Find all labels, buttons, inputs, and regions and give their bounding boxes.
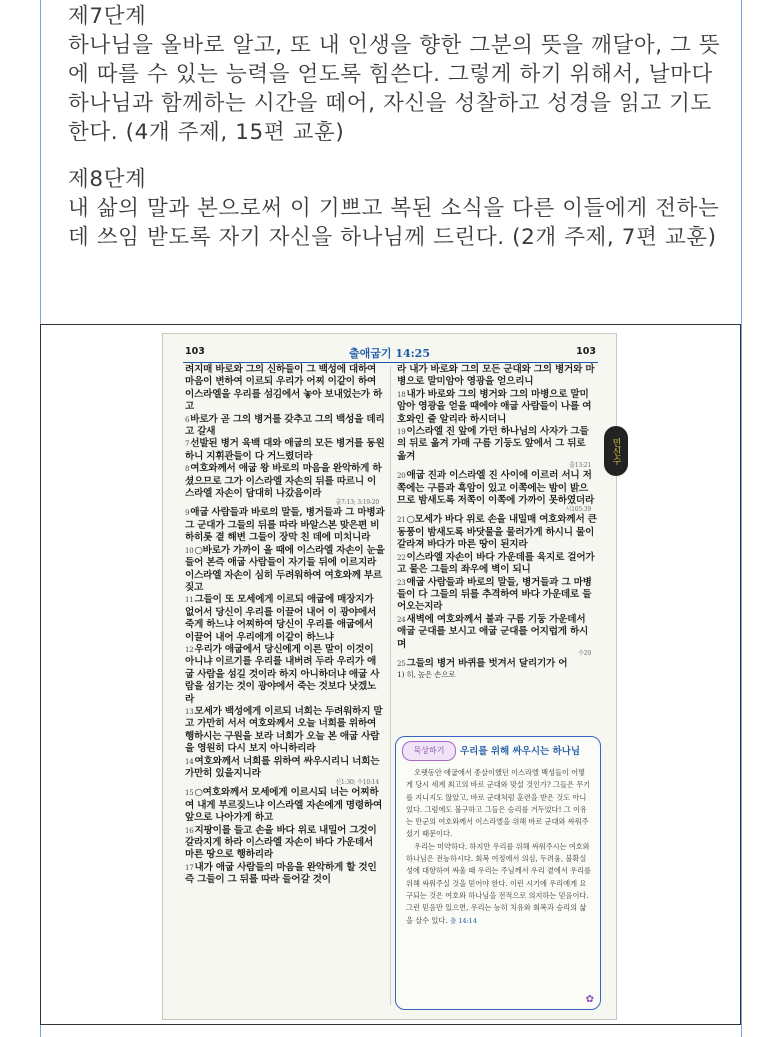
cross-reference: 수29 <box>578 649 591 657</box>
verse-number: 25 <box>397 659 406 668</box>
verse-number: 6 <box>185 415 190 424</box>
verse-number: 21 <box>397 516 406 525</box>
verse <box>185 414 385 439</box>
verse-text: ○모세가 바다 위로 손을 내밀매 여호와께서 큰 동풍이 밤새도록 바닷물을 물러가게 하시니 물이 갈라져 바다가 마른 땅이 된지라 <box>397 514 597 551</box>
verse-text: ○여호와께서 모세에게 이르시되 너는 어찌하여 내게 부르짖느냐 이스라엘 자손에게 명령하여 앞으로 나아가게 하고 <box>185 787 383 824</box>
verse <box>185 438 385 463</box>
verse-number: 16 <box>185 826 194 835</box>
verse-number: 7 <box>185 440 190 449</box>
verse-text: 그들의 병거 바퀴를 벗겨서 달리기가 어 <box>406 657 568 669</box>
book-index-tab: 민신수 <box>604 426 628 476</box>
verse <box>397 614 597 651</box>
verse-number: 19 <box>397 428 406 437</box>
left-column <box>185 364 385 887</box>
verse-text: 바로가 곧 그의 병거를 갖추고 그의 백성을 데리고 갈새 <box>185 413 385 438</box>
verse-text: 라 내가 바로와 그의 모든 군대와 그의 병거와 마병으로 말미암아 영광을 얻으리니 <box>397 364 595 388</box>
step8-title: 제8단계 <box>68 167 147 192</box>
verse <box>397 552 597 577</box>
cross-reference: 시105:39 <box>565 506 591 514</box>
verse <box>185 545 385 595</box>
verse-text: 우리가 애굽에서 당신에게 이른 말이 이것이 아니냐 이르기를 우리를 내버려 두라 우리가 애굽 사람을 섬길 것이라 하지 아니하더냐 애굽 사람을 섬기는 것이 광야에서 죽는 것보다 낫겠노라 <box>185 643 380 705</box>
verse-text: 애굽 진과 이스라엘 진 사이에 이르러 서니 저쪽에는 구름과 흑암이 있고 이쪽에는 밤이 밝으므로 밤새도록 저쪽이 이쪽에 가까이 못하였더라 <box>397 470 595 507</box>
step8-body: 내 삶의 말과 본으로써 이 기쁘고 복된 소식을 다른 이들에게 전하는 데 쓰임 받도록 자기 자신을 하나님께 드린다. (2개 주제, 7편 교훈) <box>68 196 720 250</box>
devotional-paragraph: 우리는 미약하다. 하지만 우리를 위해 싸워주시는 여호와 하나님은 전능하시다. 회복 여정에서 의심, 두려움, 불확실성에 대항하여 싸울 때 우리는 주님께서 우리 곁에서 우리를 위해 싸워주실 것을 믿어야 한다. 이런 시기에 우리에게 요구되는 것은 여호와 하나님을 전적으로 의지하는 믿음이다. 그런 믿음만 있으면, 우리는 능히 치유와 회복과 승리의 삶을 살수 있다. 출 14:14 <box>406 841 591 925</box>
header-rule <box>183 362 598 363</box>
verse-text: ○바로가 가까이 올 때에 이스라엘 자손이 눈을 들어 본즉 애굽 사람들이 자기들 뒤에 이르지라 이스라엘 자손이 심히 두려워하여 여호와께 부르짖고 <box>185 544 385 593</box>
verse <box>397 514 597 551</box>
verse <box>185 594 385 644</box>
cross-reference: 출13:21 <box>569 462 591 470</box>
verse-number: 11 <box>185 596 194 605</box>
verse-text: 려지매 바로와 그의 신하들이 그 백성에 대하여 마음이 변하여 이르되 우리가 어찌 이같이 하여 이스라엘을 우리를 섬김에서 놓아 보내었는가 하고 <box>185 364 383 413</box>
verse-text: 그들이 또 모세에게 이르되 애굽에 매장지가 없어서 당신이 우리를 이끌어 내어 이 광야에서 죽게 하느냐 어찌하여 당신이 우리를 애굽에서 이끌어 내어 우리에게 이같이 하느냐 <box>185 594 377 643</box>
verse-number: 22 <box>397 553 406 562</box>
verse-number: 23 <box>397 578 406 587</box>
verse <box>185 756 385 781</box>
verse-text: 모세가 백성에게 이르되 너희는 두려워하지 말고 가만히 서서 여호와께서 오늘 너희를 위하여 행하시는 구원을 보라 너희가 오늘 본 애굽 사람을 영원히 다시 보지 아니하리라 <box>185 705 383 755</box>
column-divider <box>390 366 391 1005</box>
verse <box>397 470 597 507</box>
devotional-reference: 출 14:14 <box>449 916 477 925</box>
cross-reference: 출7:13; 3:19-20 <box>335 499 379 507</box>
verse-text: 새벽에 여호와께서 불과 구름 기둥 가운데서 애굽 군대를 보시고 애굽 군대를 어지럽게 하시며 <box>397 613 589 650</box>
verse-text: 여호와께서 너희를 위하여 싸우시리니 너희는 가만히 있을지니라 <box>185 755 380 779</box>
verse <box>185 364 385 414</box>
verse-number: 10 <box>185 546 194 555</box>
verse <box>397 364 597 389</box>
intro-text <box>68 2 728 266</box>
footnote: 1) 히, 높은 손으로 <box>397 670 456 680</box>
step7-body: 하나님을 올바로 알고, 또 내 인생을 향한 그분의 뜻을 깨달아, 그 뜻에 따를 수 있는 능력을 얻도록 힘쓴다. 그렇게 하기 위해서, 날마다 하나님과 함께하는 시간을 떼어, 자신을 성찰하고 성경을 읽고 기도한다. (4개 주제, 15편 교훈) <box>68 33 721 145</box>
verse-text: 내가 바로와 그의 병거와 그의 마병으로 말미암아 영광을 얻을 때에야 애굽 사람들이 나를 여호와인 줄 알리라 하시더니 <box>397 388 592 425</box>
bible-page <box>162 333 621 1020</box>
page-number-left: 103 <box>185 346 205 357</box>
verse <box>185 825 385 862</box>
verse-text: 여호와께서 애굽 왕 바로의 마음을 완악하게 하셨으므로 그가 이스라엘 자손의 뒤를 따르니 이스라엘 자손이 담대히 나갔음이라 <box>185 463 382 500</box>
flower-ornament-icon: ✿ <box>585 994 594 1005</box>
verse-text: 애굽 사람들과 바로의 말들, 병거들과 그 마병들이 다 그들의 뒤를 추격하여 바다 가운데로 들어오는지라 <box>397 576 592 613</box>
verse <box>397 658 597 670</box>
verse-text: 이스라엘 진 앞에 가던 하나님의 사자가 그들의 뒤로 옮겨 가매 구름 기둥도 앞에서 그 뒤로 옮겨 <box>397 426 589 462</box>
verse-number: 14 <box>185 757 194 766</box>
cross-reference: 신1:30; 수10:14 <box>335 779 379 787</box>
devotional-body <box>406 767 592 927</box>
verse-number: 13 <box>185 707 194 716</box>
right-column <box>397 364 597 680</box>
devotional-box <box>395 736 601 1010</box>
verse-number: 9 <box>185 509 190 518</box>
verse <box>185 644 385 706</box>
verse <box>397 389 597 426</box>
verse-number: 8 <box>185 465 190 474</box>
verse-number: 17 <box>185 863 194 872</box>
devotional-title: 우리를 위해 싸우시는 하나님 <box>460 746 581 757</box>
verse <box>397 426 597 463</box>
verse-text: 선발된 병거 육백 대와 애굽의 모든 병거를 동원하니 지휘관들이 다 거느렸더라 <box>185 438 385 462</box>
devotional-paragraph: 오랫동안 애굽에서 종살이했던 이스라엘 백성들이 어떻게 당시 세계 최고의 바로 군대와 맞설 것인가? 그들은 무기를 지니지도 않았고, 바로 군대처럼 훈련을 받은 것도 아니었다. 그럼에도 불구하고 그들은 승리를 거두었다! 그 이유는 만군의 여호와께서 이스라엘을 위해 바로 군대와 싸워주셨기 때문이다. <box>406 768 591 839</box>
page-number-right: 103 <box>576 346 596 357</box>
verse <box>185 862 385 887</box>
page-header <box>163 344 616 362</box>
verse-text: 내가 애굽 사람들의 마음을 완악하게 할 것인즉 그들이 그 뒤를 따라 들어갈 것이 <box>185 861 377 886</box>
verse <box>185 463 385 500</box>
verse-number: 20 <box>397 472 406 481</box>
verse <box>185 787 385 824</box>
verse-number: 15 <box>185 789 194 798</box>
devotional-tag: 묵상하기 <box>402 741 456 761</box>
verse-text: 지팡이를 들고 손을 바다 위로 내밀어 그것이 갈라지게 하라 이스라엘 자손이 바다 가운데서 마른 땅으로 행하리라 <box>185 824 377 861</box>
verse-number: 24 <box>397 615 406 624</box>
verse-text: 애굽 사람들과 바로의 말들, 병거들과 그 마병과 그 군대가 그들의 뒤를 따라 바알스본 맞은편 비하히롯 곁 해변 그들이 장막 친 데에 미치니라 <box>185 507 385 544</box>
verse-text: 이스라엘 자손이 바다 가운데를 육지로 걸어가고 물은 그들의 좌우에 벽이 되니 <box>397 551 595 576</box>
verse-number: 12 <box>185 645 194 654</box>
verse <box>185 706 385 756</box>
verse <box>397 577 597 614</box>
step7-title: 제7단계 <box>68 4 147 29</box>
verse <box>185 507 385 544</box>
running-title: 출애굽기 14:25 <box>348 347 430 360</box>
verse-number: 18 <box>397 390 406 399</box>
